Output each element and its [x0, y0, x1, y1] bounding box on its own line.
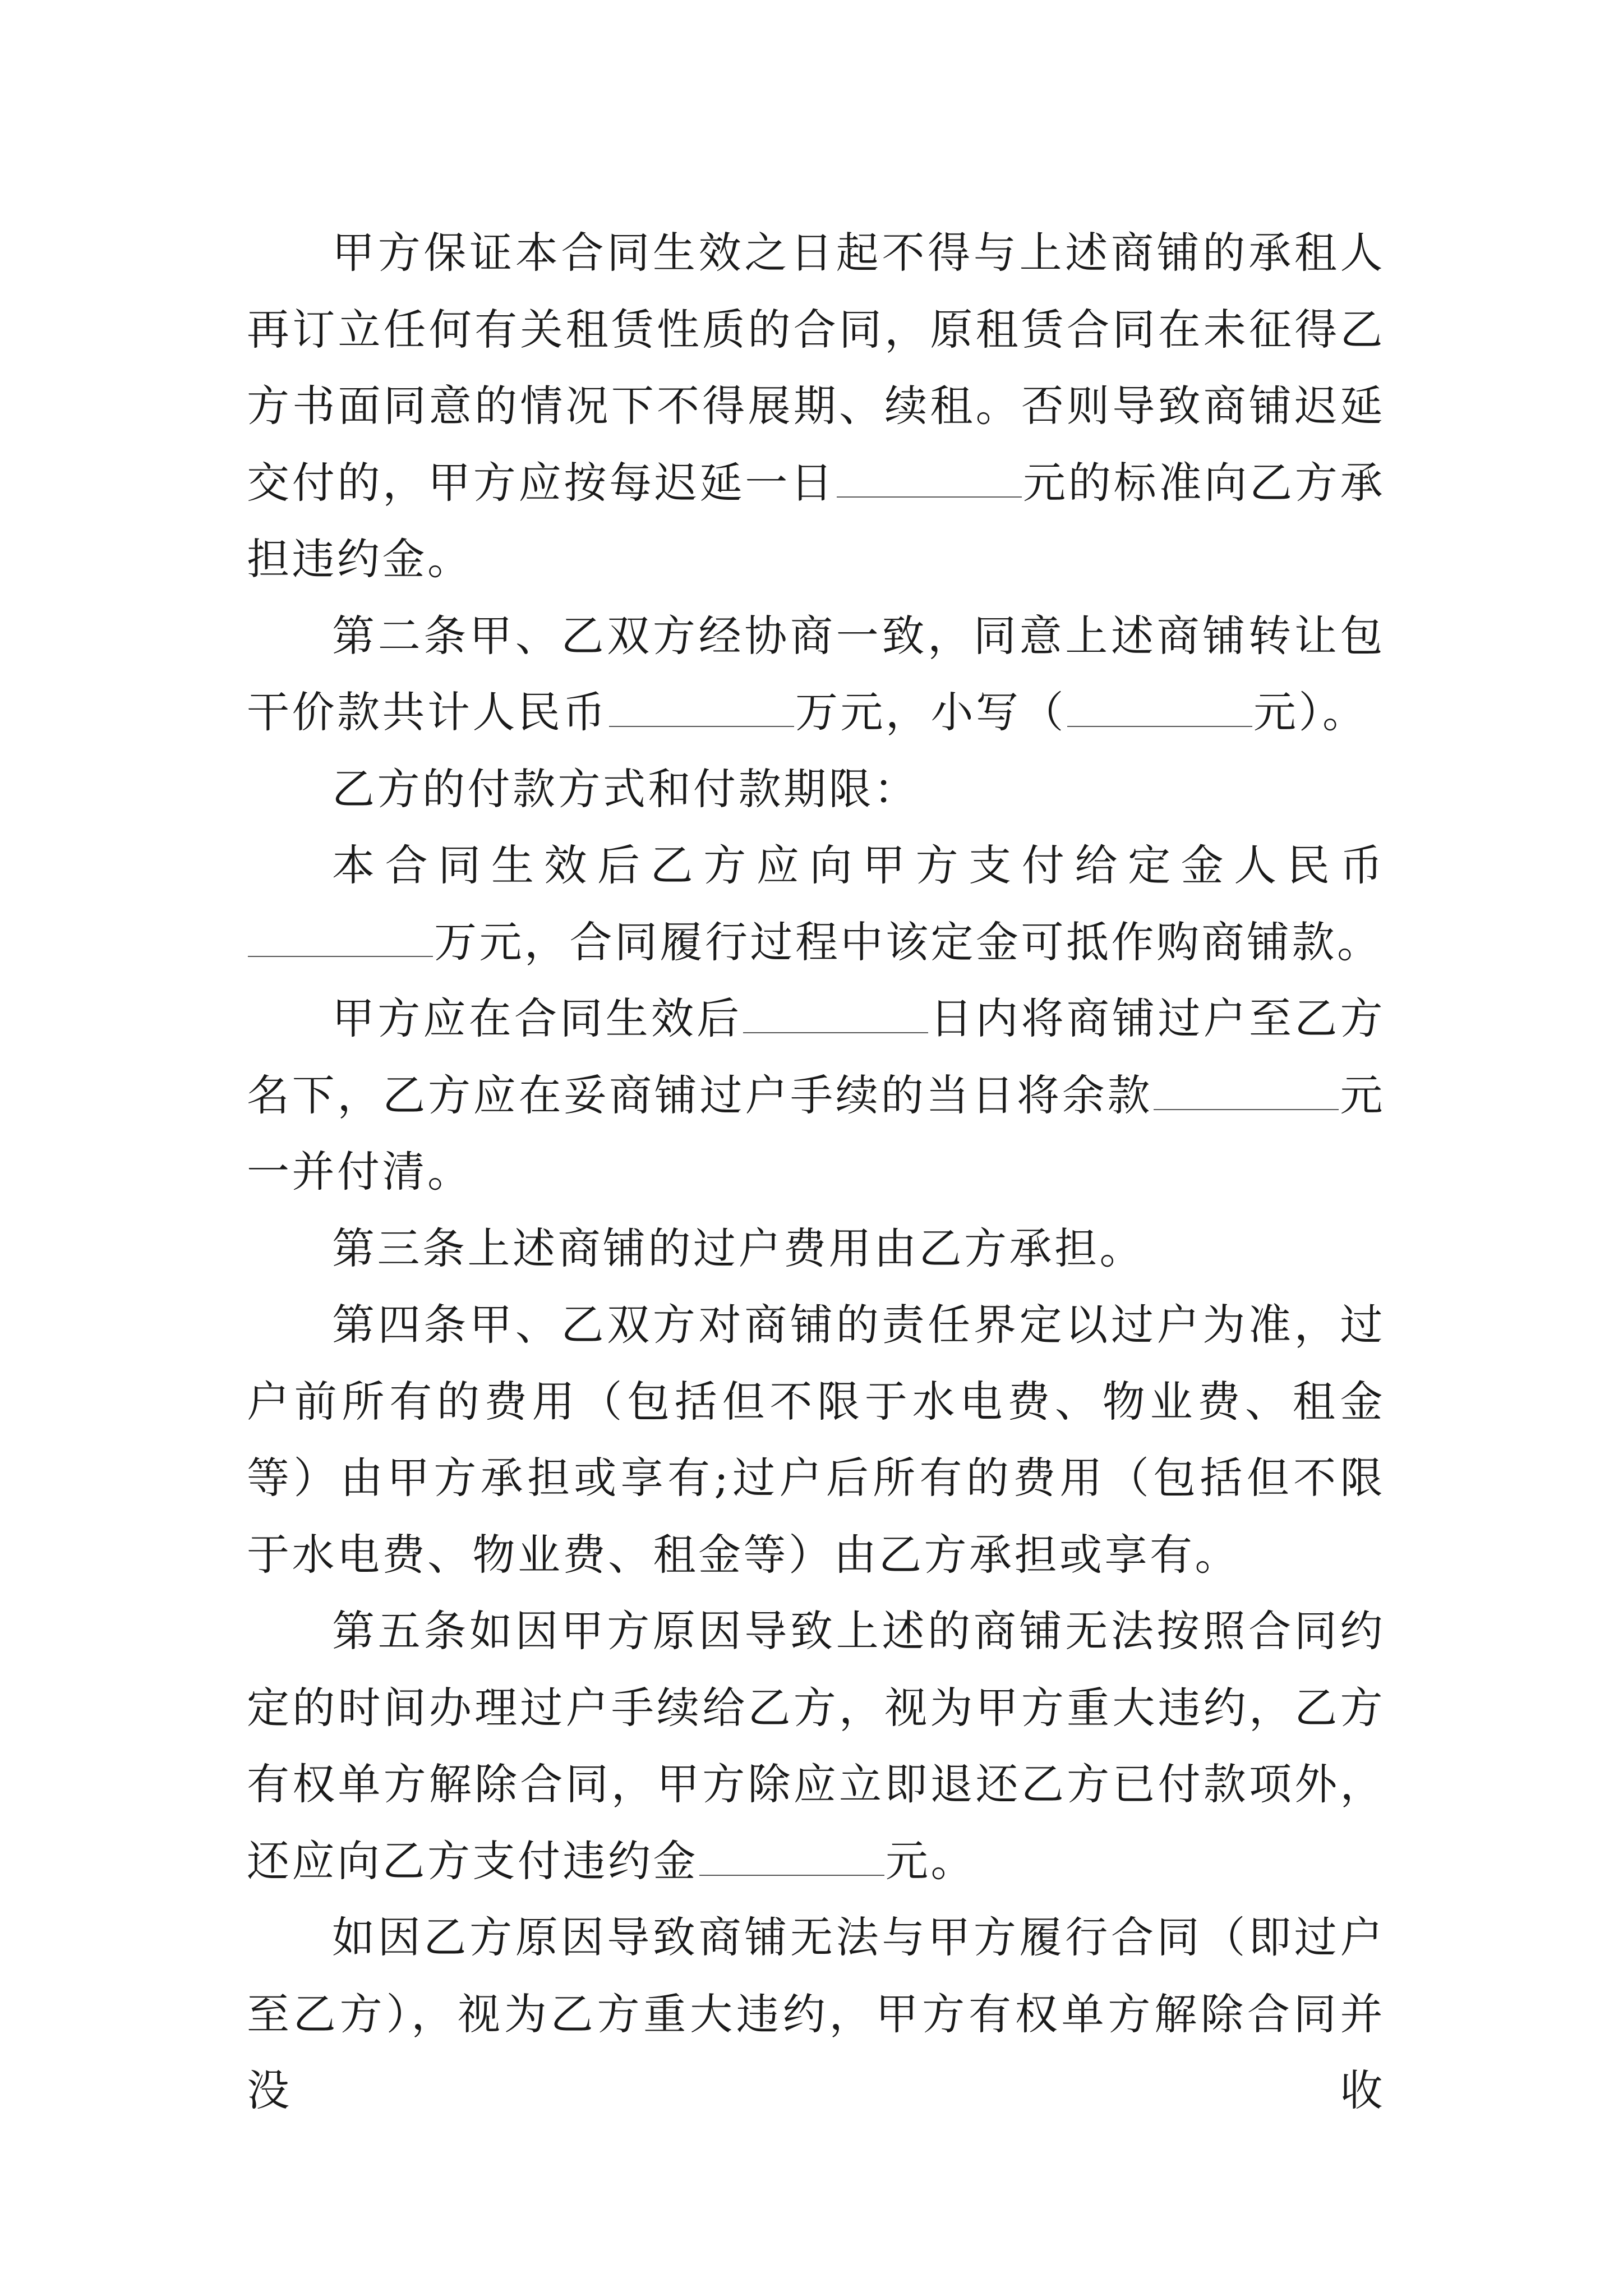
blank-field-days[interactable] — [743, 999, 928, 1033]
paragraph-text: 元的标准向乙方承担违约金。 — [247, 457, 1386, 584]
paragraph-article-3 — [247, 1211, 1385, 1287]
paragraph-text: 元）。 — [1253, 687, 1368, 737]
blank-field-daily-penalty[interactable] — [837, 463, 1022, 498]
paragraph-text: 第四条甲、乙双方对商铺的责任界定以过户为准，过户前所有的费用（包括但不限于水电费、物业费、租金等）由甲方承担或享有;过户后所有的费用（包括但不限于水电费、物业费、租金等）由乙方承担或享有。 — [247, 1300, 1385, 1580]
contract-body — [247, 215, 1385, 2129]
paragraph-transfer-deadline — [247, 981, 1385, 1211]
blank-field-price-lowercase[interactable] — [1067, 692, 1252, 727]
paragraph-text: 第二条甲、乙双方经协商一致，同意上述商铺转让包干价款共计人民币 — [247, 610, 1385, 737]
paragraph-text: 万元，小写（ — [795, 687, 1066, 737]
paragraph-text: 乙方的付款方式和付款期限： — [332, 763, 919, 814]
paragraph-delay-penalty — [247, 215, 1385, 598]
paragraph-deposit — [247, 827, 1385, 981]
paragraph-payment-heading — [247, 751, 1385, 828]
paragraph-text: 甲方保证本合同生效之日起不得与上述商铺的承租人再订立任何有关租赁性质的合同，原租赁合同在未征得乙方书面同意的情况下不得展期、续租。否则导致商铺迟延交付的，甲方应按每迟延一日 — [247, 228, 1385, 508]
paragraph-text: 日内将商铺过户至乙方名下，乙方应在妥商铺过户手续的当日将余款 — [247, 993, 1386, 1120]
paragraph-buyer-breach — [247, 1899, 1385, 2129]
paragraph-text: 元一并付清。 — [247, 1070, 1386, 1197]
blank-field-price-wan[interactable] — [609, 692, 794, 727]
paragraph-text: 元。 — [886, 1835, 976, 1886]
paragraph-text: 本合同生效后乙方应向甲方支付给定金人民币 — [332, 840, 1385, 890]
paragraph-text: 第三条上述商铺的过户费用由乙方承担。 — [332, 1223, 1145, 1273]
paragraph-text: 万元，合同履行过程中该定金可抵作购商铺款。 — [434, 917, 1382, 967]
blank-field-breach-penalty[interactable] — [699, 1841, 884, 1876]
paragraph-text: 第五条如因甲方原因导致上述的商铺无法按照合同约定的时间办理过户手续给乙方，视为甲方重大违约，乙方有权单方解除合同，甲方除应立即退还乙方已付款项外，还应向乙方支付违约金 — [247, 1606, 1385, 1886]
blank-field-deposit[interactable] — [248, 922, 433, 957]
paragraph-article-5 — [247, 1593, 1385, 1899]
blank-field-balance[interactable] — [1154, 1075, 1339, 1110]
paragraph-text: 甲方应在合同生效后 — [332, 993, 743, 1043]
paragraph-article-2-price — [247, 598, 1385, 751]
paragraph-text: 如因乙方原因导致商铺无法与甲方履行合同（即过户至乙方），视为乙方重大违约，甲方有权单方解除合同并没收 — [247, 1912, 1385, 2115]
paragraph-article-4 — [247, 1287, 1385, 1593]
